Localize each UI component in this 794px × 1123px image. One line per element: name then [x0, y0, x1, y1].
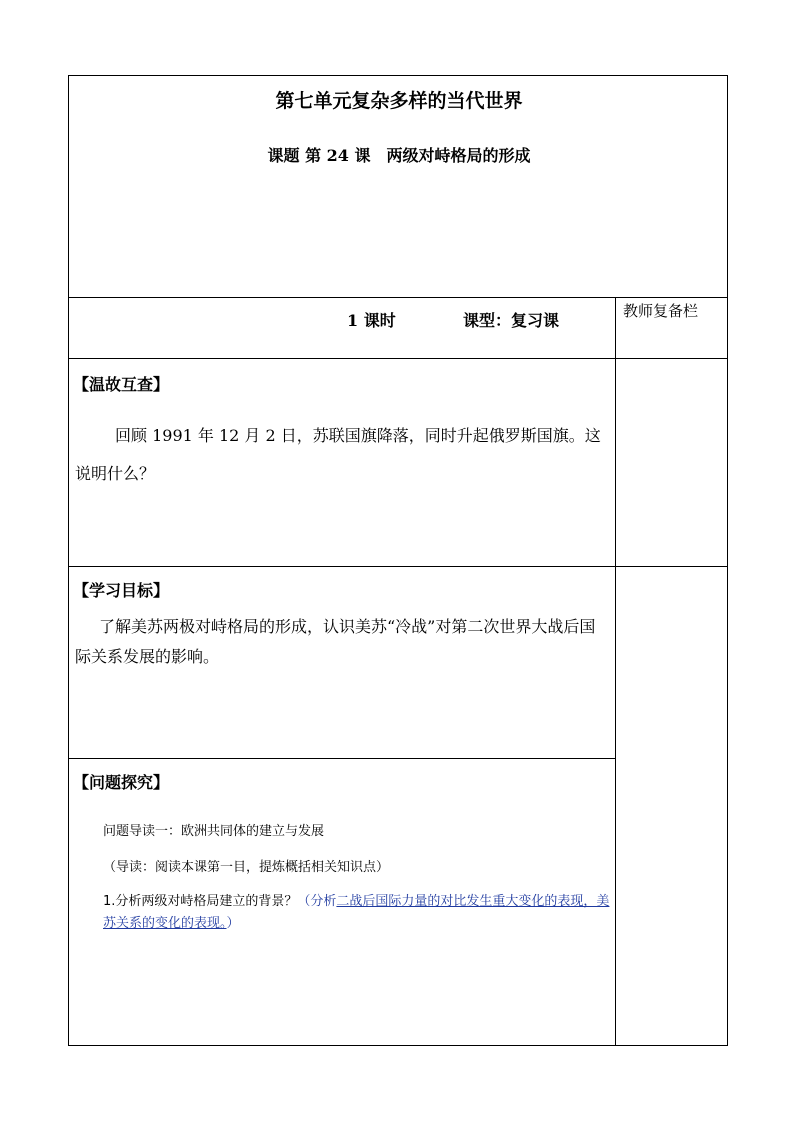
lesson-plan-table — [68, 75, 728, 1046]
question-1-close: ） — [226, 916, 240, 931]
guide-hint: （导读：阅读本课第一目，提炼概括相关知识点） — [103, 860, 390, 875]
guide-text: 问题导读一：欧洲共同体的建立与发展 — [103, 824, 325, 839]
row-divider — [69, 566, 615, 567]
row-divider — [69, 297, 727, 298]
unit-title: 第七单元复杂多样的当代世界 — [275, 90, 523, 112]
teacher-column-divider — [615, 297, 616, 1045]
inquiry-heading: 【问题探究】 — [73, 773, 170, 792]
teacher-column-header: 教师复备栏 — [623, 302, 699, 320]
lesson-title: 课题 第 24 课 两级对峙格局的形成 — [267, 146, 531, 165]
goals-heading: 【学习目标】 — [73, 581, 170, 600]
question-1 — [103, 891, 611, 935]
course-type: 课型：复习课 — [463, 311, 560, 330]
row-divider — [69, 758, 615, 759]
goals-text: 了解美苏两极对峙格局的形成，认识美苏“冷战”对第二次世界大战后国际关系发展的影响。 — [75, 617, 596, 666]
class-hours: 1 课时 — [347, 311, 396, 330]
review-heading: 【温故互查】 — [73, 375, 170, 394]
question-1-open: （分析 — [297, 894, 337, 909]
question-1-prefix: 1.分析两级对峙格局建立的背景？ — [103, 894, 298, 909]
question-1-underlined: 二战后国际力量的对比发生重大变化的表现，美苏关系的变化的表现。 — [103, 894, 610, 931]
row-divider — [615, 566, 727, 567]
review-text: 回顾 1991 年 12 月 2 日，苏联国旗降落，同时升起俄罗斯国旗。这说明什么？ — [75, 426, 601, 483]
row-divider — [69, 358, 727, 359]
